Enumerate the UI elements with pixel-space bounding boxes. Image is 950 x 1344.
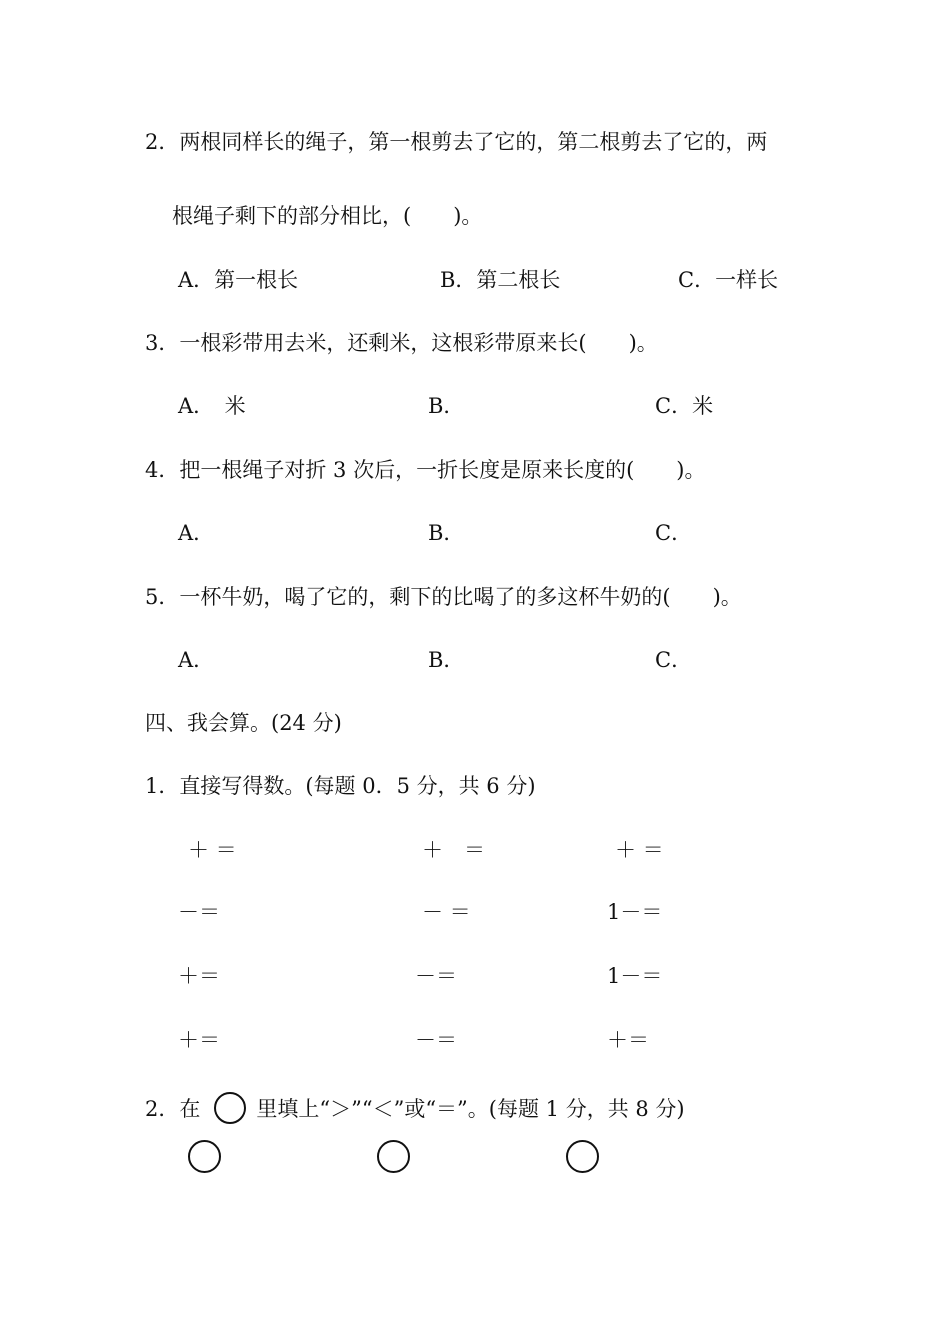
q2-option-a: A．第一根长 <box>178 268 299 292</box>
q2-option-c: C．一样长 <box>678 268 779 292</box>
q2-option-b: B．第二根长 <box>440 268 561 292</box>
q3-option-b: B． <box>428 394 465 418</box>
q3-line <box>145 333 658 354</box>
circle-icon <box>214 1092 246 1124</box>
q4-option-b: B． <box>428 521 465 545</box>
calc-r3-c3: 1－＝ <box>607 964 663 988</box>
q4-line <box>145 460 705 481</box>
calc-r4-c3: ＋＝ <box>607 1028 649 1052</box>
q5-text: 一杯牛奶，喝了它的，剩下的比喝了的多这杯牛奶的( )。 <box>179 585 742 609</box>
calc-r2-c2: － ＝ <box>422 900 471 924</box>
q3-number: 3． <box>145 331 180 355</box>
calc-r3-c2: －＝ <box>415 964 457 988</box>
q5-option-a: A． <box>178 648 215 672</box>
section4-heading: 四、我会算。(24 分) <box>145 711 342 735</box>
compare-circle-2[interactable] <box>377 1140 410 1173</box>
q4-number: 4． <box>145 458 180 482</box>
q5-number: 5． <box>145 585 180 609</box>
calc-r1-c2: ＋ ＝ <box>422 838 485 862</box>
q2-number: 2． <box>145 130 180 154</box>
q2-text-line1: 两根同样长的绳子，第一根剪去了它的，第二根剪去了它的，两 <box>179 130 768 154</box>
q5-option-b: B． <box>428 648 465 672</box>
compare-circle-1[interactable] <box>188 1140 221 1173</box>
q3-text: 一根彩带用去米，还剩米，这根彩带原来长( )。 <box>179 331 658 355</box>
part2-instruction <box>145 1092 685 1124</box>
calc-r4-c1: ＋＝ <box>178 1028 220 1052</box>
calc-r3-c1: ＋＝ <box>178 964 220 988</box>
calc-r1-c3: ＋ ＝ <box>615 838 664 862</box>
part2-prefix: 2．在 <box>145 1097 201 1121</box>
q2-line1 <box>145 132 767 153</box>
part1-title: 1．直接写得数。(每题 0．5 分，共 6 分) <box>145 774 536 798</box>
q4-option-a: A． <box>178 521 215 545</box>
q5-option-c: C． <box>655 648 693 672</box>
part2-suffix: 里填上“＞”“＜”或“＝”。(每题 1 分，共 8 分) <box>256 1097 685 1121</box>
calc-r2-c1: －＝ <box>178 900 220 924</box>
q4-text: 把一根绳子对折 3 次后，一折长度是原来长度的( )。 <box>179 458 706 482</box>
q4-option-c: C． <box>655 521 693 545</box>
compare-circle-3[interactable] <box>566 1140 599 1173</box>
calc-r1-c1: ＋ ＝ <box>188 838 237 862</box>
calc-r4-c2: －＝ <box>415 1028 457 1052</box>
q2-line2: 根绳子剩下的部分相比，( )。 <box>172 204 483 228</box>
calc-r2-c3: 1－＝ <box>607 900 663 924</box>
q5-line <box>145 587 742 608</box>
q3-option-a: A． 米 <box>178 394 246 418</box>
q3-option-c: C．米 <box>655 394 714 418</box>
